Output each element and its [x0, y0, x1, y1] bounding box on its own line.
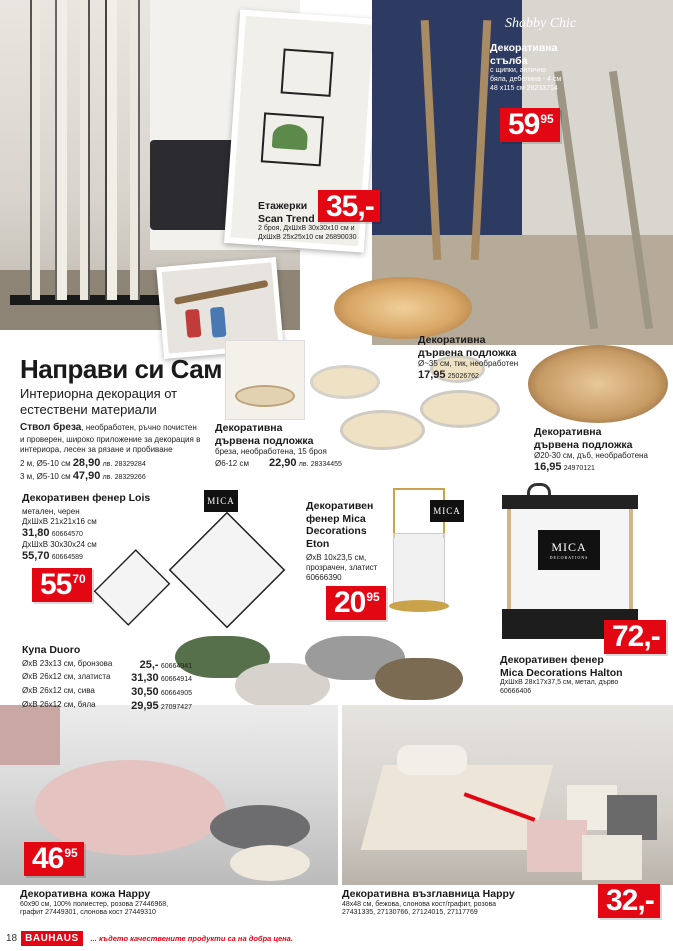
halton-info: Декоративен фенер Mica Decorations Halton ДхШхВ 28х17х37,5 см, метал, дърво 60666406: [500, 654, 623, 695]
pillow-info: Декоративна възглавница Happy 48х48 см, бежова, слонова кост/графит, розова 27431335, 27130766, 27124015, 27117769: [342, 888, 515, 917]
bowls-row: ØхВ 26х12 см, златиста 31,30 60664914: [22, 672, 192, 685]
footer-slogan: ... където качествените продукти са на добра цена.: [90, 933, 293, 943]
ladder-info: Декоративна стълба с щипки, антично бяла, дебелина - 4 см 48 х115 см 26233714: [490, 42, 562, 92]
oak-plate-info: Декоративна дървена подложка Ø20-30 см, дъб, необработена 16,95 24970121: [534, 426, 648, 474]
lois-price-tag: 55 70: [32, 568, 92, 602]
bowls-row: ØхВ 26х12 см, бяла 29,95 27097427: [22, 699, 192, 712]
ladder-price-tag: 59 95: [500, 108, 560, 142]
page-number: 18: [6, 932, 18, 944]
teak-plate-info: Декоративна дървена подложка Ø~35 см, тик, необработен 17,95 25026762: [418, 334, 519, 382]
lois-mica-logo: MICA: [204, 490, 238, 512]
pillow-photo: [342, 705, 673, 885]
teak-plate-photo: [334, 277, 472, 339]
shelf-info: Етажерки Scan Trend 2 броя, ДхШхВ 30х30х10 см и ДхШхВ 25х25х10 см 26890030: [258, 200, 357, 241]
bowls-info: Купа Duoro ØхВ 23х13 см, бронзова 25,- 60664941 ØхВ 26х12 см, златиста 31,30 60664914 ØхВ 26х12 см, сива 30,50 60664905 ØхВ 26х12 см, бяла 29,95 27097427: [22, 644, 192, 712]
eton-mica-logo: MICA: [430, 500, 464, 522]
halton-mica-logo: MICA DECORATIONS: [538, 530, 600, 570]
bowls-row: ØхВ 26х12 см, сива 30,50 60664905: [22, 686, 192, 699]
eton-price-tag: 20 95: [326, 586, 386, 620]
birch-description: Ствол бреза, необработен, ръчно почистен и проверен, широко приложение за декорация в интериора, лесен за рязане и пробиване 2 м, Ø5-10 см 28,90 лв. 28329284 3 м, Ø5-10 см 47,90 лв. 28329266: [20, 422, 201, 483]
hero-subtitle: Интериорна декорация от естествени материали: [20, 386, 178, 418]
rug-info: Декоративна кожа Happy 60х90 см, 100% полиестер, розова 27446968, графит 27449301, слонова кост 27449310: [20, 888, 169, 917]
hero-title: Направи си Сам: [20, 354, 222, 384]
halton-price-tag: 72,-: [604, 620, 666, 654]
shelf-price-tag: 35,-: [318, 190, 380, 222]
pillow-price-tag: 32,-: [598, 884, 660, 918]
rug-price-tag: 46 95: [24, 842, 84, 876]
bowls-row: ØхВ 23х13 см, бронзова 25,- 60664941: [22, 658, 192, 671]
lois-info: Декоративен фенер Lois метален, черен ДхШхВ 21х21х16 см 31,80 60664570 ДхШхВ 30х30х24 см 55,70 60664589: [22, 492, 151, 563]
bauhaus-logo: BAUHAUS: [21, 931, 83, 946]
oak-plate-photo: [528, 345, 668, 423]
ladder-brand: Shabby Chic: [505, 16, 577, 31]
footer: [0, 925, 673, 951]
eton-info: Декоративен фенер Mica Decorations Eton ØхВ 10х23,5 см, прозрачен, златист 60666390: [306, 500, 378, 583]
birch-plate-info: Декоративна дървена подложка бреза, необработена, 15 броя Ø6-12 см 22,90 лв. 28334455: [215, 422, 342, 470]
